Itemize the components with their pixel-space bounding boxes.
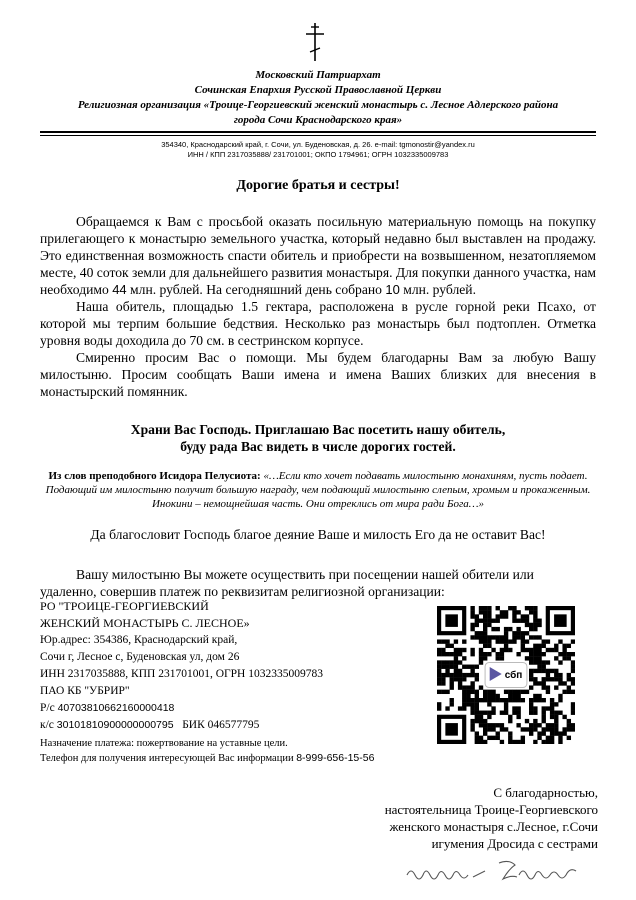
rs-label: Р/с [40,702,58,714]
letter-body [40,213,596,400]
ks-label: к/с [40,719,57,731]
letterhead-organization: Религиозная организация «Троице-Георгиевский женский монастырь с. Лесное Адлерского района [77,99,559,111]
bik-number: 046577795 [207,719,260,731]
payment-purpose: Назначение платежа: пожертвование на уставные цели. [40,738,288,749]
closing [385,784,598,852]
closing-line: настоятельница Троице-Георгиевского [384,802,598,817]
letterhead-patriarchate: Московский Патриархат [255,69,381,81]
requisites-intro [40,566,596,600]
letterhead-address [40,140,596,160]
blessing: Да благословит Господь благое деяние Ваше и милость Его да не оставит Вас! [90,527,546,542]
legal-address: Юр.адрес: 354386, Краснодарский край, [40,634,238,646]
phone-line [40,751,440,766]
requisites-intro-line: Вашу милостыню Вы можете осуществить при посещении нашей обители или [76,567,534,582]
para1-text-c: млн. рублей. [399,282,476,297]
registration-line: ИНН / КПП 2317035888/ 231701001; ОКПО 1794961; ОГРН 1032335009783 [187,150,449,159]
payment-qr-code[interactable] [437,606,575,744]
handwritten-signature [403,855,603,883]
invitation-line: буду рада Вас видеть в числе дорогих гостей. [180,439,456,454]
invitation-line: Храни Вас Господь. Приглашаю Вас посетить нашу обитель, [130,422,506,437]
phone-number: 8-999-656-15-56 [296,752,375,764]
rs-number: 40703810662160000418 [57,702,175,714]
paragraph-plea: Смиренно просим Вас о помощи. Мы будем благодарны Вам за любую Вашу милостыню. Просим сообщать Ваши имена и имена Ваших близких для внесения в монастырский помянник. [40,350,596,399]
sbp-badge-label: сбп [504,670,523,682]
letterhead [40,68,596,128]
letter-title: Дорогие братья и сестры! [236,178,400,193]
saint-quote [40,469,596,511]
amount-collected: 10 [385,282,400,297]
closing-line: женского монастыря с.Лесное, г.Сочи [389,819,598,834]
quote-text: «…Если кто хочет подавать милостыню монахиням, пусть подает. Подающий им милостыню получит большую награду, чем подающий милостыню слепым, хромым и прокаженным. Инокини – немощнейшая часть. Они отреклись от мира ради Бога…» [45,470,591,510]
divider [40,135,596,136]
paragraph-request [40,213,596,298]
correspondent-account [40,717,440,734]
closing-line: игумения Дросида с сестрами [431,836,598,851]
requisites-intro-line: удаленно, совершив платеж по реквизитам религиозной организации: [40,584,445,599]
amount-needed: 44 [112,282,127,297]
quote-author: Из слов преподобного Исидора Пелусиота: [48,470,264,482]
letterhead-eparchy: Сочинская Епархия Русской Православной Церкви [194,84,442,96]
para1-text-b: млн. рублей. На сегодняшний день собрано [126,282,386,297]
bank-name: ПАО КБ "УБРИР" [40,685,130,697]
divider [40,131,596,133]
settlement-account [40,700,440,717]
phone-label: Телефон для получения интересующей Вас информации [40,753,297,764]
tax-ids: ИНН 2317035888, КПП 231701001, ОГРН 1032335009783 [40,668,323,680]
ks-number: 30101810900000000795 [56,719,174,731]
para1-text-a: Обращаемся к Вам с просьбой оказать посильную материальную помощь на покупку прилегающего к монастырю земельного участка, который недавно был выставлен на продажу. Это единственная возможность спасти обитель и приобрести на возвышенном, незатопляемом месте, 40 соток земли для дальнейшего развития монастыря. Для покупки данного участка, нам необходимо [40,214,596,297]
bik-label: БИК [182,719,208,731]
invitation [40,421,596,455]
closing-line: С благодарностью, [493,785,598,800]
letterhead-city: города Сочи Краснодарского края» [233,114,403,126]
paragraph-flooding: Наша обитель, площадью 1.5 гектара, расположена в русле горной реки Псахо, от которой мы терпим большие бедствия. Несколько раз монастырь был подтоплен. Отметка уровня воды доходила до 70 см. в сестринском корпусе. [40,299,596,348]
orthodox-cross-icon [303,22,327,62]
requisites [40,598,440,766]
org-name: ЖЕНСКИЙ МОНАСТЫРЬ С. ЛЕСНОЕ» [40,616,250,630]
org-name: РО "ТРОИЦЕ-ГЕОРГИЕВСКИЙ [40,599,209,613]
address-line: 354340, Краснодарский край, г. Сочи, ул. Буденовская, д. 26. e-mail: tgmonostir@yandex.ru [161,140,475,149]
legal-address: Сочи г, Лесное с, Буденовская ул, дом 26 [40,651,240,663]
